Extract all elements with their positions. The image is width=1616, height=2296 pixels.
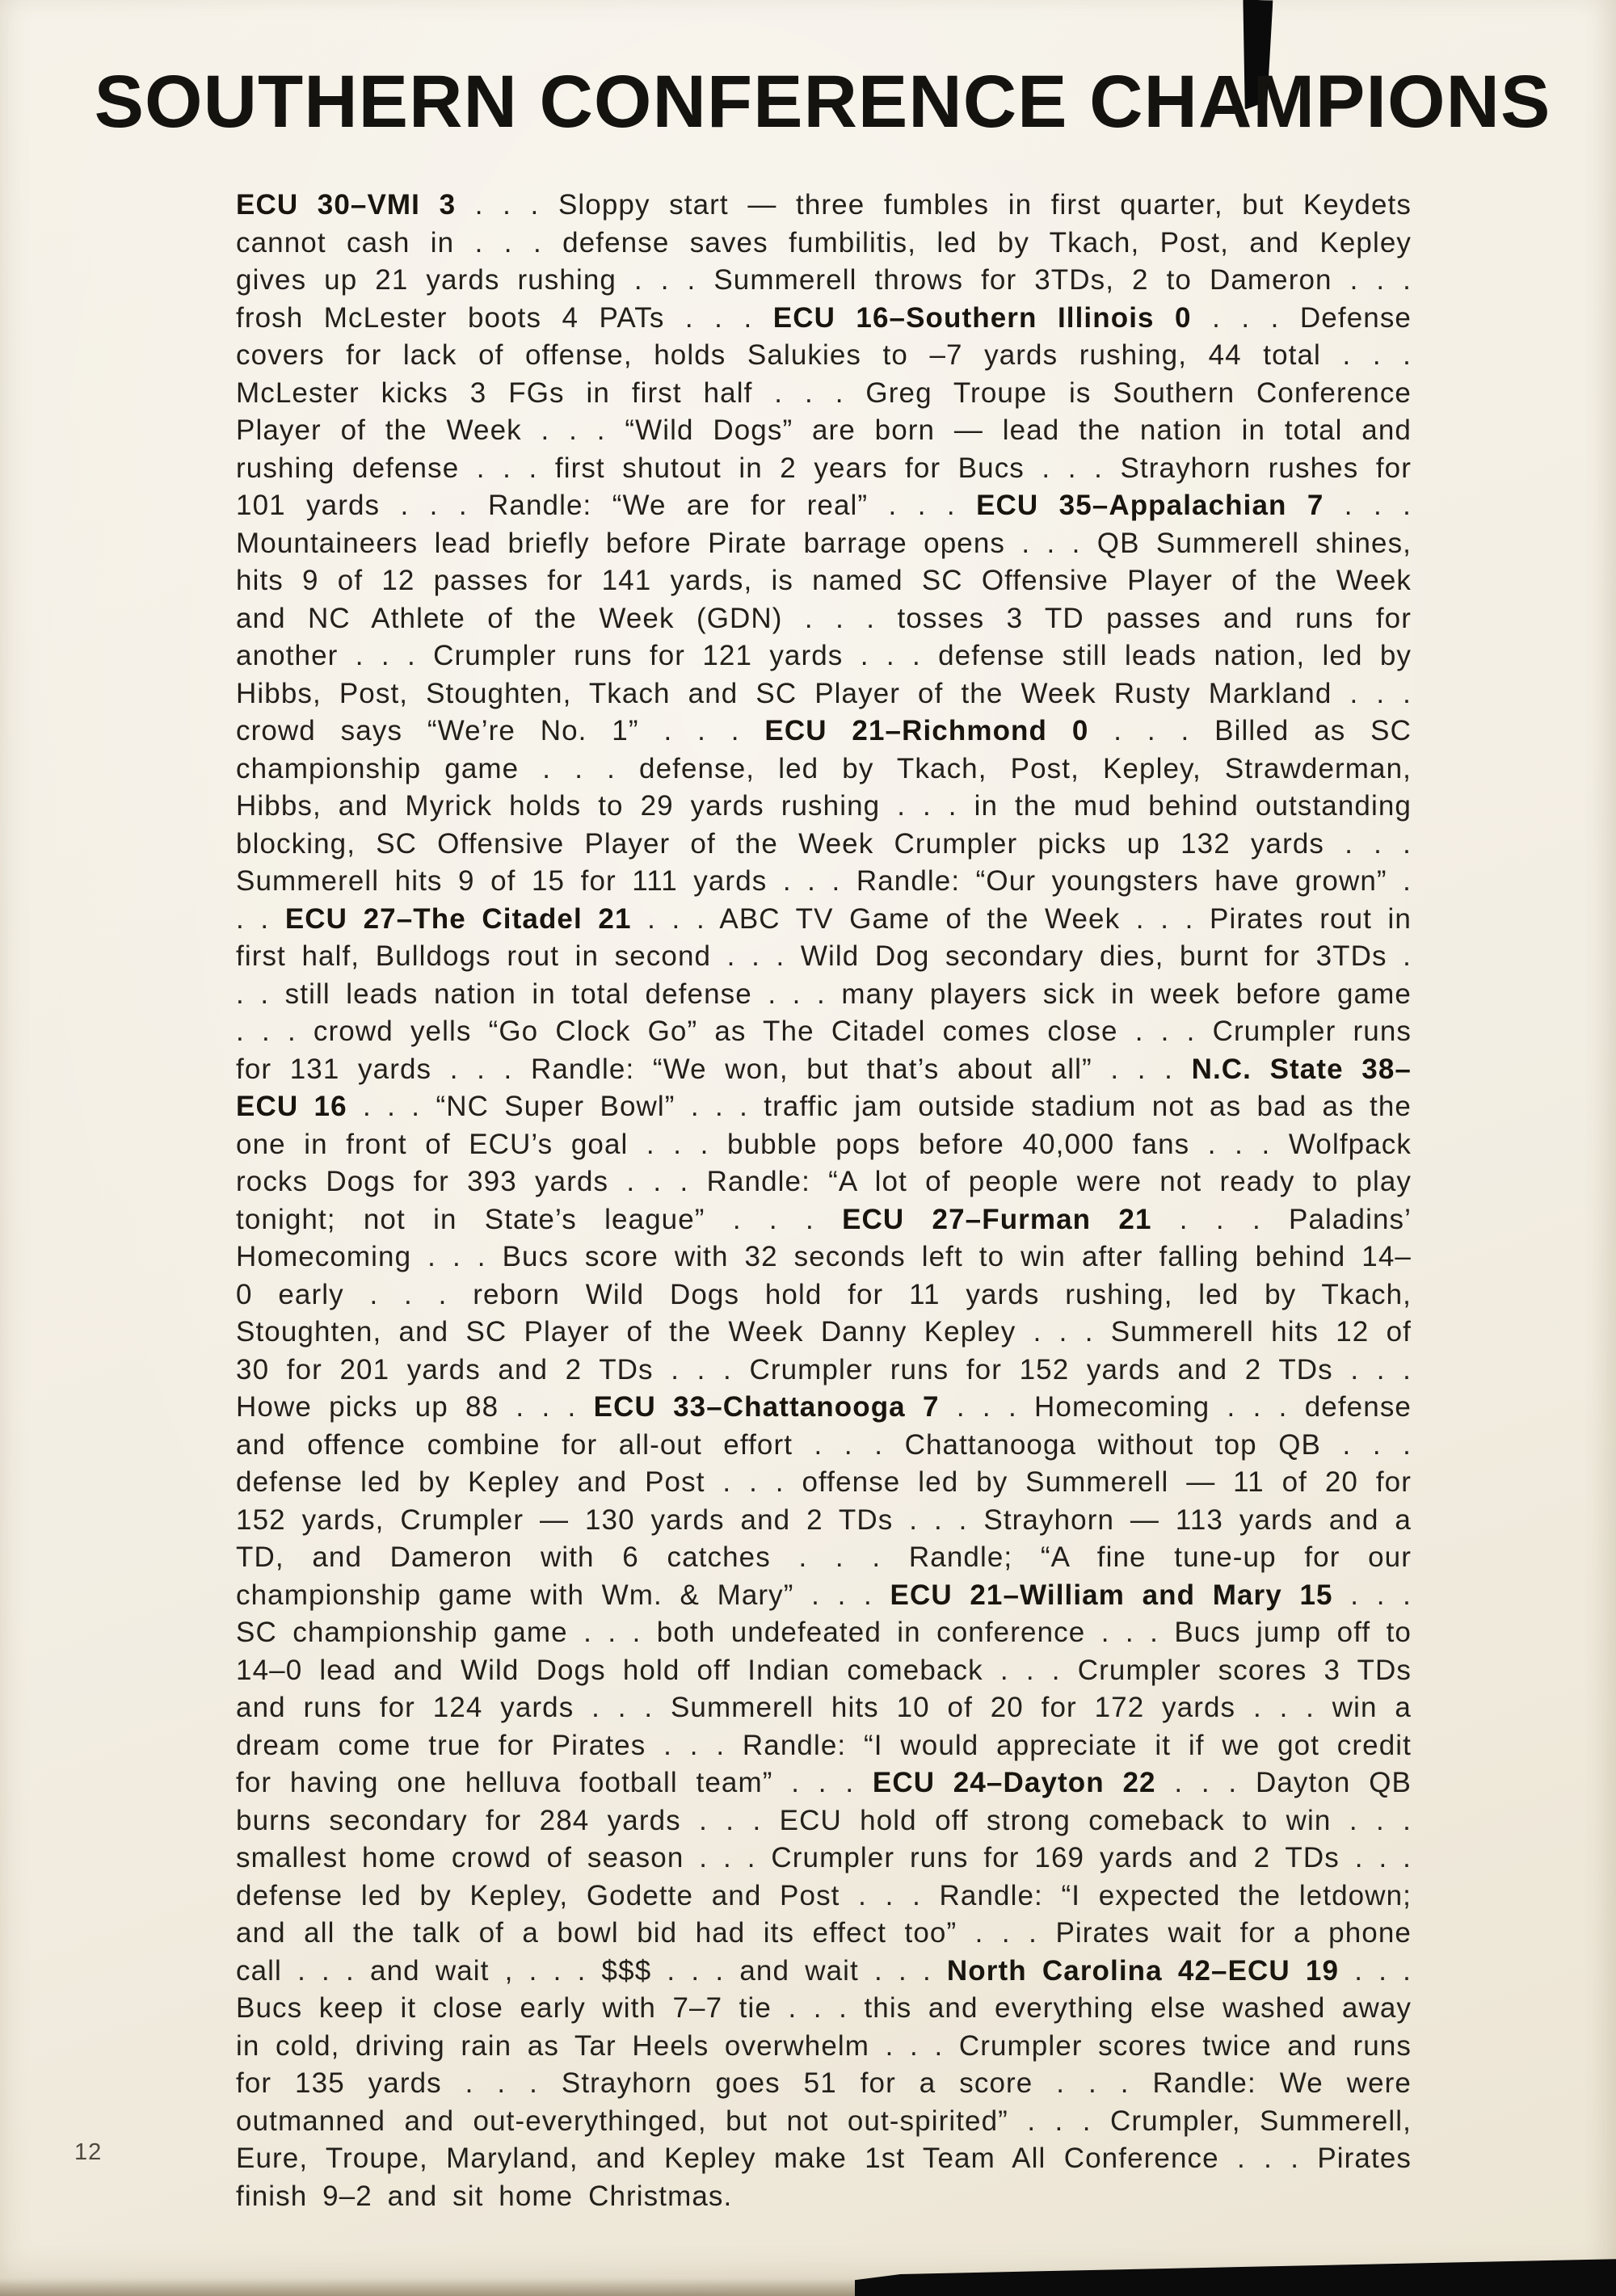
game-score-text: N.C. State 38–ECU 16 — [236, 1053, 1412, 1122]
text-segment: . . . Homecoming . . . defense and offence combine for all-out effort . . . Chattanooga without top QB . . . defense led by Kepley and Post . . . offense led by Summerell — 11 of 20 for 152 yards, Crumpler — 130 yards and 2 TDs . . . Strayhorn — 113 yards and a TD, and Dameron with 6 catches . . . Randle; “A fine tune-up for our championship game with Wm. & Mary” . . . — [236, 1391, 1412, 1611]
scan-artifact-bottom-shade — [0, 2278, 889, 2296]
text-segment: . . . Sloppy start — three fumbles in first quarter, but Keydets cannot cash in . . . defense saves fumbilitis, led by Tkach, Post, and Kepley gives up 21 yards rushing . . . Summerell throws for 3TDs, 2 to Dameron . . . frosh McLester boots 4 PATs . . . — [236, 189, 1412, 334]
text-segment: . . . SC championship game . . . both undefeated in conference . . . Bucs jump off to 14–0 lead and Wild Dogs hold off Indian comeback . . . Crumpler scores 3 TDs and runs for 124 yards . . . Summerell hits 10 of 20 for 172 yards . . . win a dream come true for Pirates . . . Randle: “I would appreciate it if we got credit for having one helluva football team” . . . — [236, 1579, 1412, 1798]
scan-artifact-bottom-band — [855, 2254, 1616, 2296]
game-score-text: ECU 33–Chattanooga 7 — [593, 1391, 940, 1423]
text-segment: . . . ABC TV Game of the Week . . . Pirates rout in first half, Bulldogs rout in second . . . Wild Dog secondary dies, burnt for 3TDs . . . still leads nation in total defense . . . many players sick in week before game . . . crowd yells “Go Clock Go” as The Citadel comes close . . . Crumpler runs for 131 yards . . . Randle: “We won, but that’s about all” . . . — [236, 902, 1412, 1085]
text-segment: . . . Paladins’ Homecoming . . . Bucs score with 32 seconds left to win after falling behind 14–0 early . . . reborn Wild Dogs hold for 11 yards rushing, led by Tkach, Stoughten, and SC Player of the Week Danny Kepley . . . Summerell hits 12 of 30 for 201 yards and 2 TDs . . . Crumpler runs for 152 yards and 2 TDs . . . Howe picks up 88 . . . — [236, 1203, 1412, 1423]
page-number: 12 — [74, 2139, 103, 2165]
game-score-text: ECU 35–Appalachian 7 — [976, 490, 1324, 521]
text-segment: . . . Bucs keep it close early with 7–7 tie . . . this and everything else washed away in cold, driving rain as Tar Heels overwhelm . . . Crumpler scores twice and runs for 135 yards . . . Strayhorn goes 51 for a score . . . Randle: We were outmanned and out-everythinged, but not out-spirited” . . . Crumpler, Summerell, Eure, Troupe, Maryland, and Kepley make 1st Team All Conference . . . Pirates finish 9–2 and sit home Christmas. — [236, 1954, 1412, 2212]
game-score-text: North Carolina 42–ECU 19 — [946, 1954, 1340, 1987]
text-segment: . . . Mountaineers lead briefly before Pirate barrage opens . . . QB Summerell shines, hits 9 of 12 passes for 141 yards, is named SC Offensive Player of the Week and NC Athlete of the Week (GDN) . . . tosses 3 TD passes and runs for another . . . Crumpler runs for 121 yards . . . defense still leads nation, led by Hibbs, Post, Stoughten, Tkach and SC Player of the Week Rusty Markland . . . crowd says “We’re No. 1” . . . — [236, 490, 1412, 746]
game-score-text: ECU 21–Richmond 0 — [764, 715, 1089, 746]
text-segment: . . . Dayton QB burns secondary for 284 yards . . . ECU hold off strong comeback to win . . . smallest home crowd of season . . . Crumpler runs for 169 yards and 2 TDs . . . defense led by Kepley, Godette and Post . . . Randle: “I expected the letdown; and all the talk of a bowl bid had its effect too” . . . Pirates wait for a phone call . . . and wait , . . . $$$ . . . and wait . . . — [236, 1767, 1412, 1987]
game-score-text: ECU 21–William and Mary 15 — [890, 1579, 1333, 1611]
text-segment: . . . Billed as SC championship game . . . defense, led by Tkach, Post, Kepley, Strawderman, Hibbs, and Myrick holds to 29 yards rushing . . . in the mud behind outstanding blocking, SC Offensive Player of the Week Crumpler picks up 132 yards . . . Summerell hits 9 of 15 for 111 yards . . . Randle: “Our youngsters have grown” . . . — [236, 715, 1412, 935]
page-title: SOUTHERN CONFERENCE CHAMPIONS — [94, 60, 1551, 143]
text-segment: . . . Defense covers for lack of offense, holds Salukies to –7 yards rushing, 44 total . . . McLester kicks 3 FGs in first half . . . Greg Troupe is Southern Conference Player of the Week . . . “Wild Dogs” are born — lead the nation in total and rushing defense . . . first shutout in 2 years for Bucs . . . Strayhorn rushes for 101 yards . . . Randle: “We are for real” . . . — [236, 301, 1412, 521]
game-score-text: ECU 16–Southern Illinois 0 — [772, 301, 1192, 334]
text-segment: . . . “NC Super Bowl” . . . traffic jam outside stadium not as bad as the one in front of ECU’s goal . . . bubble pops before 40,000 fans . . . Wolfpack rocks Dogs for 393 yards . . . Randle: “A lot of people were not ready to play tonight; not in State’s league” . . . — [236, 1091, 1412, 1235]
game-score-text: ECU 27–The Citadel 21 — [284, 902, 632, 935]
game-score-text: ECU 24–Dayton 22 — [872, 1767, 1156, 1798]
article-text — [236, 187, 1412, 2215]
game-score-text: ECU 30–VMI 3 — [236, 189, 457, 221]
game-score-text: ECU 27–Furman 21 — [842, 1203, 1152, 1235]
